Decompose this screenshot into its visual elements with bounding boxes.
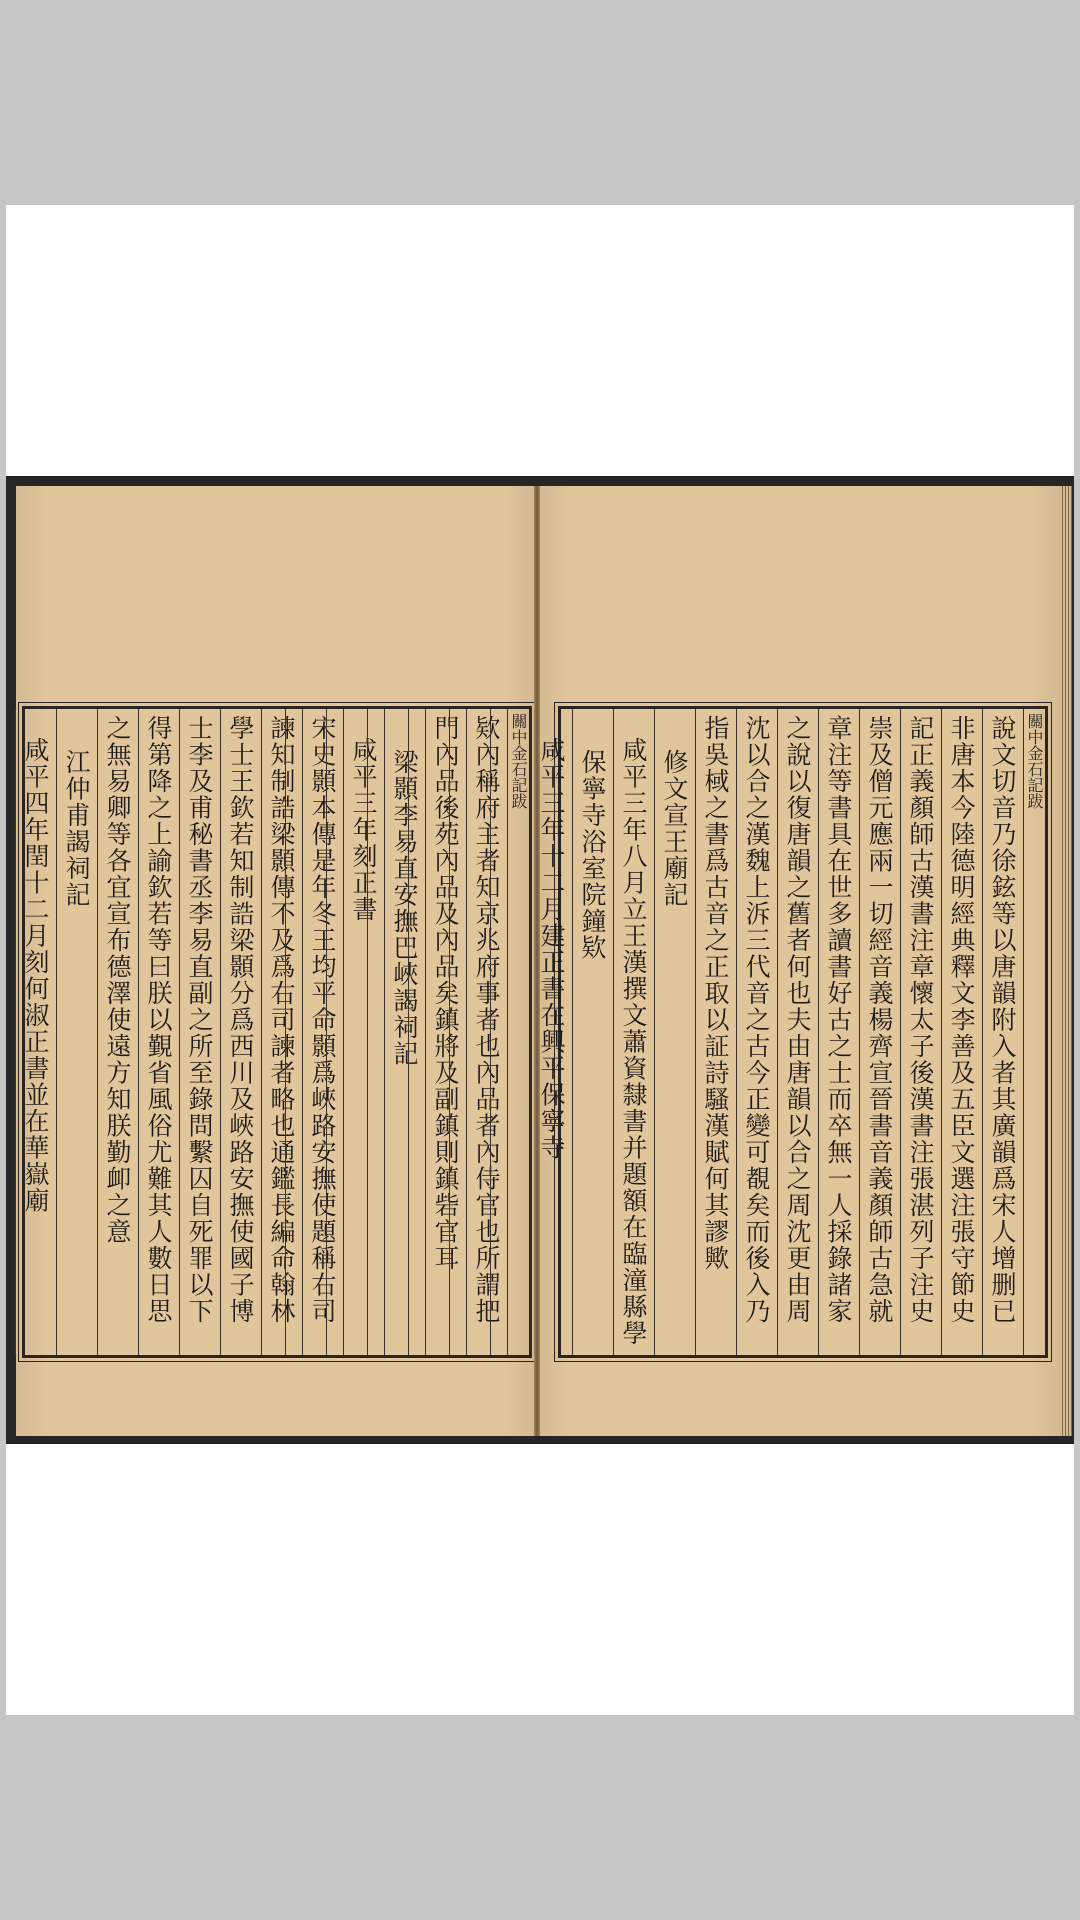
right-page-column-4: 崇及僧元應兩一切經音義楊齊宣晉書音義顏師古急就 <box>859 709 900 1355</box>
right-page-column-15 <box>408 709 449 1355</box>
right-page-column-12: 咸平三年十二月建正書在興平保寧寺 <box>531 709 572 1355</box>
right-page-column-2: 非唐本今陸德明經典釋文李善及五臣文選注張守節史 <box>941 709 982 1355</box>
right-page-column-14 <box>449 709 490 1355</box>
left-page-column-13 <box>0 709 15 1355</box>
left-page-column-9: 得第降之上諭欽若等曰朕以覲省風俗尤難其人數日思 <box>138 709 179 1355</box>
left-page-column-11: 江仲甫謁祠記 <box>56 709 97 1355</box>
right-page-header: 關中金石記跋 <box>1023 709 1045 1355</box>
right-page-column-13 <box>490 709 531 1355</box>
right-page-column-1: 說文切音乃徐鉉等以唐韻附入者其廣韻爲宋人增删已 <box>982 709 1023 1355</box>
page-edges <box>1060 486 1072 1436</box>
open-book <box>6 476 1074 1444</box>
left-page-column-4: 咸平三年刻正書 <box>343 709 384 1355</box>
right-page-column-7: 沈以合之漢魏上泝三代音之古今正變可覩矣而後入乃 <box>736 709 777 1355</box>
left-page-column-8: 士李及甫秘書丞李易直副之所至錄問繫囚自死罪以下 <box>179 709 220 1355</box>
right-page-column-16 <box>367 709 408 1355</box>
right-page-column-5: 章注等書具在世多讀書好古之士而卒無一人採錄諸家 <box>818 709 859 1355</box>
left-page-column-12: 咸平四年閏十二月刻何淑正書並在華嶽廟 <box>15 709 56 1355</box>
right-page-column-9: 修文宣王廟記 <box>654 709 695 1355</box>
right-page-column-18 <box>285 709 326 1355</box>
right-page-column-11: 保寧寺浴室院鐘欵 <box>572 709 613 1355</box>
left-page-column-6: 諫知制誥梁顥傳不及爲右司諫者略也通鑑長編命翰林 <box>261 709 302 1355</box>
right-page-column-8: 指吳棫之書爲古音之正取以証詩騷漢賦何其謬歟 <box>695 709 736 1355</box>
left-page-column-10: 之無易卿等各宜宣布德澤使遠方知朕勤卹之意 <box>97 709 138 1355</box>
right-page <box>537 486 1060 1436</box>
left-page-column-3: 梁顥李易直安撫巴峽謁祠記 <box>384 709 425 1355</box>
right-page-column-10: 咸平三年八月立王漢撰文蕭資隸書并題額在臨潼縣學 <box>613 709 654 1355</box>
left-page-column-1: 欵內稱府主者知京兆府事者也內品者內侍官也所謂把 <box>466 709 507 1355</box>
right-page-column-6: 之說以復唐韻之舊者何也夫由唐韻以合之周沈更由周 <box>777 709 818 1355</box>
right-page-column-17 <box>326 709 367 1355</box>
left-page-column-2: 門內品後苑內品及內品矣鎮將及副鎮則鎮砦官耳 <box>425 709 466 1355</box>
left-page-column-7: 學士王欽若知制誥梁顥分爲西川及峽路安撫使國子博 <box>220 709 261 1355</box>
right-text-block <box>537 706 1048 1358</box>
left-page-column-5: 宋史顥本傳是年冬王均平命顥爲峽路安撫使題稱右司 <box>302 709 343 1355</box>
right-page-column-3: 記正義顏師古漢書注章懷太子後漢書注張湛列子注史 <box>900 709 941 1355</box>
left-page-header: 關中金石記跋 <box>507 709 529 1355</box>
